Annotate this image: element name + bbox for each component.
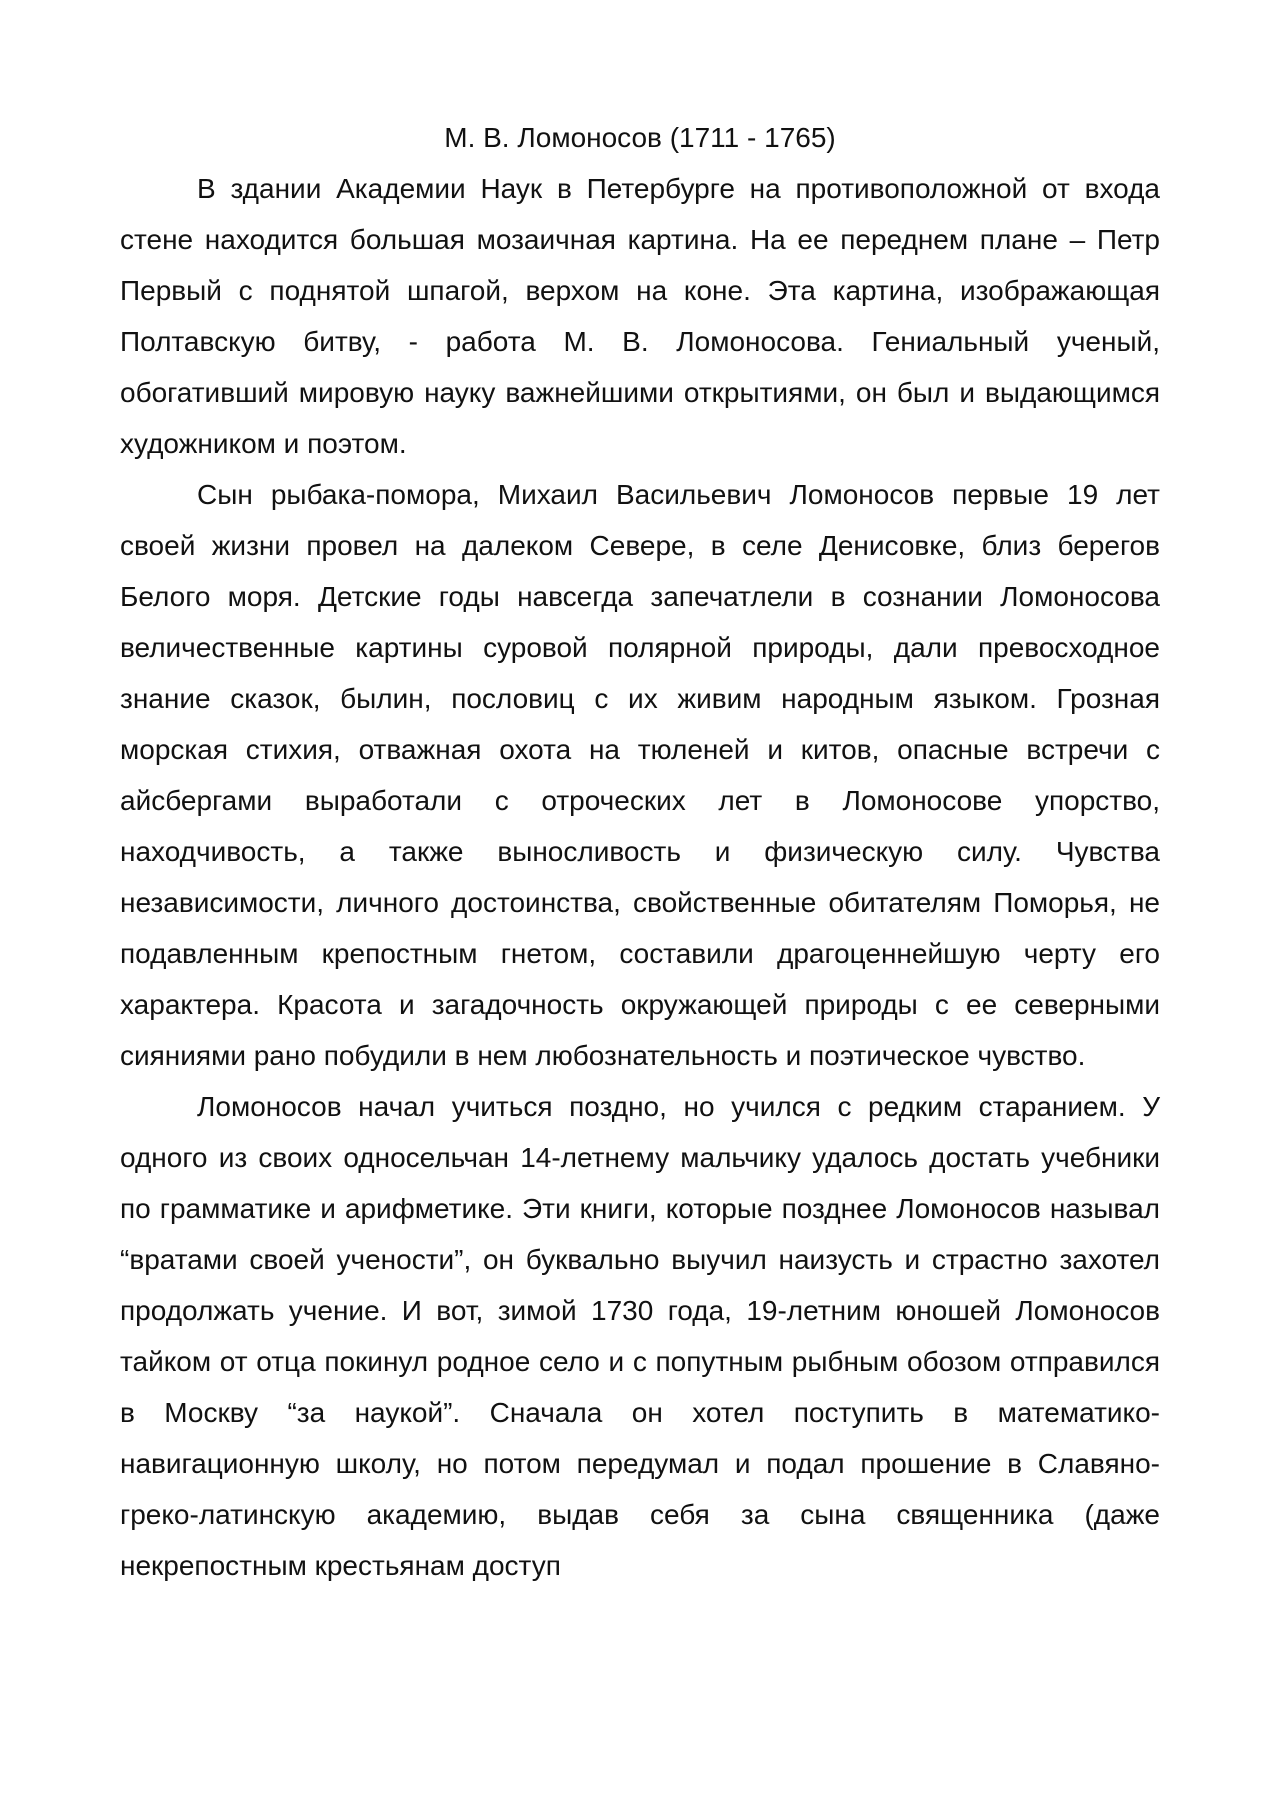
paragraph-education: Ломоносов начал учиться поздно, но учился с редким старанием. У одного из своих односельчан 14-летнему мальчику удалось достать учебники по грамматике и арифметике. Эти книги, которые позднее Ломоносов называл “вратами своей учености”, он буквально выучил наизусть и страстно захотел продолжать учение. И вот, зимой 1730 года, 19-летним юношей Ломоносов тайком от отца покинул родное село и с попутным рыбным обозом отправился в Москву “за наукой”. Сначала он хотел поступить в математико-навигационную школу, но потом передумал и подал прошение в Славяно-греко-латинскую академию, выдав себя за сына священника (даже некрепостным крестьянам доступ xyxy=(120,1091,1160,1581)
paragraph-academy-mosaic: В здании Академии Наук в Петербурге на противоположной от входа стене находится большая мозаичная картина. На ее переднем плане – Петр Первый с поднятой шпагой, верхом на коне. Эта картина, изображающая Полтавскую битву, - работа М. В. Ломоносова. Гениальный ученый, обогативший мировую науку важнейшими открытиями, он был и выдающимся художником и поэтом. xyxy=(120,173,1160,459)
document-body xyxy=(120,112,1160,1591)
paragraph-childhood: Сын рыбака-помора, Михаил Васильевич Ломоносов первые 19 лет своей жизни провел на далеком Севере, в селе Денисовке, близ берегов Белого моря. Детские годы навсегда запечатлели в сознании Ломоносова величественные картины суровой полярной природы, дали превосходное знание сказок, былин, пословиц с их живим народным языком. Грозная морская стихия, отважная охота на тюленей и китов, опасные встречи с айсбергами выработали с отроческих лет в Ломоносове упорство, находчивость, а также выносливость и физическую силу. Чувства независимости, личного достоинства, свойственные обитателям Поморья, не подавленным крепостным гнетом, составили драгоценнейшую черту его характера. Красота и загадочность окружающей природы с ее северными сияниями рано побудили в нем любознательность и поэтическое чувство. xyxy=(120,479,1160,1071)
document-title: М. В. Ломоносов (1711 - 1765) xyxy=(444,122,836,153)
